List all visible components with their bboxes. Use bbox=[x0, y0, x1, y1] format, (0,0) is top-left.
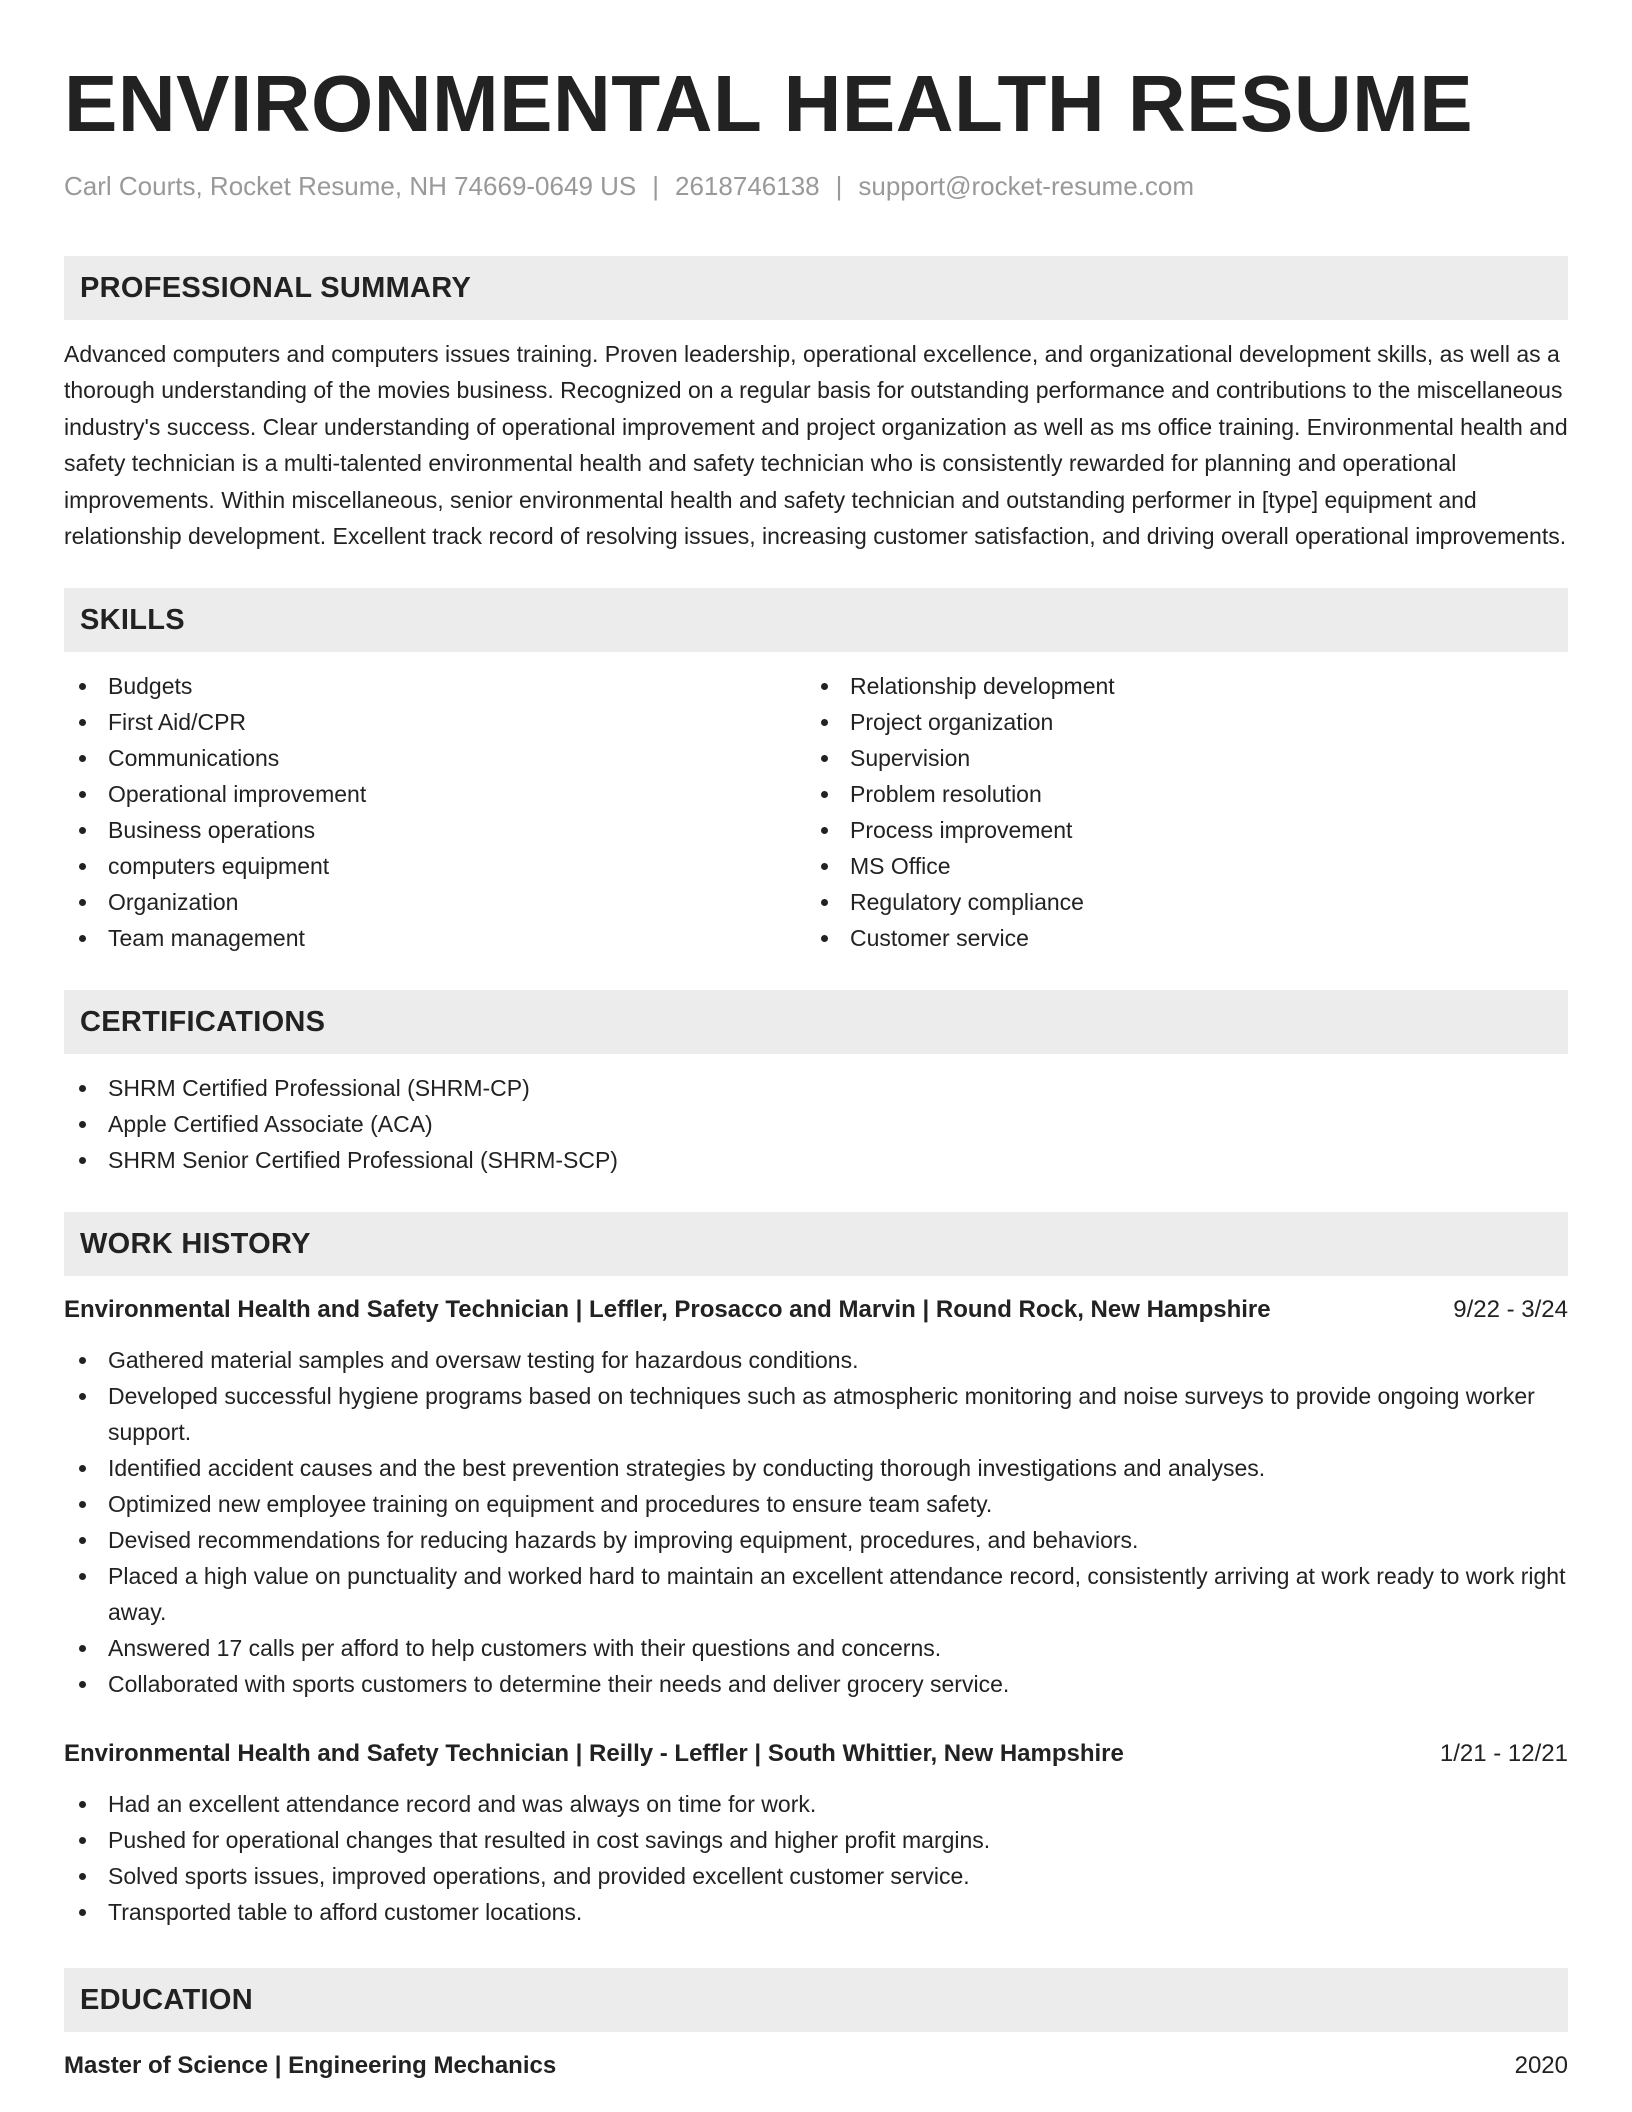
contact-line bbox=[64, 170, 1568, 202]
job-bullet: Answered 17 calls per afford to help customers with their questions and concerns. bbox=[64, 1630, 1568, 1666]
skill-item: MS Office bbox=[806, 848, 1548, 884]
job-bullet: Identified accident causes and the best prevention strategies by conducting thorough investigations and analyses. bbox=[64, 1450, 1568, 1486]
skill-item: Operational improvement bbox=[64, 776, 806, 812]
skill-item: Project organization bbox=[806, 704, 1548, 740]
summary-text: Advanced computers and computers issues training. Proven leadership, operational excellence, and organizational development skills, as well as a thorough understanding of the movies business. Recognized on a regular basis for outstanding performance and contributions to the miscellaneous industry's success. Clear understanding of operational improvement and project organization as well as ms office training. Environmental health and safety technician is a multi-talented environmental health and safety technician who is consistently rewarded for planning and operational improvements. Within miscellaneous, senior environmental health and safety technician and outstanding performer in [type] equipment and relationship development. Excellent track record of resolving issues, increasing customer satisfaction, and driving overall operational improvements. bbox=[64, 341, 1568, 550]
contact-separator: | bbox=[652, 171, 660, 201]
skill-item: Team management bbox=[64, 920, 806, 956]
job-bullet: Solved sports issues, improved operations, and provided excellent customer service. bbox=[64, 1858, 1568, 1894]
skills-right-list bbox=[806, 668, 1548, 956]
skill-item: Process improvement bbox=[806, 812, 1548, 848]
resume-title: ENVIRONMENTAL HEALTH RESUME bbox=[64, 59, 1474, 148]
certifications-list bbox=[64, 1070, 1568, 1178]
section-header-work-history bbox=[64, 1212, 1568, 1276]
resume-page bbox=[64, 0, 1568, 2082]
skill-item: Customer service bbox=[806, 920, 1548, 956]
skill-item: Regulatory compliance bbox=[806, 884, 1548, 920]
section-header-education bbox=[64, 1968, 1568, 2032]
job-entry bbox=[64, 1738, 1568, 1930]
skill-item: Business operations bbox=[64, 812, 806, 848]
section-header-summary bbox=[64, 256, 1568, 320]
section-title-education: EDUCATION bbox=[80, 1983, 253, 2016]
section-title-work-history: WORK HISTORY bbox=[80, 1227, 311, 1260]
section-header-skills bbox=[64, 588, 1568, 652]
skill-item: Budgets bbox=[64, 668, 806, 704]
job-bullet: Placed a high value on punctuality and worked hard to maintain an excellent attendance record, consistently arriving at work ready to work right away. bbox=[64, 1558, 1568, 1630]
skills-left-list bbox=[64, 668, 806, 956]
section-header-certifications bbox=[64, 990, 1568, 1054]
education-year: 2020 bbox=[1514, 2052, 1568, 2080]
job-bullet: Transported table to afford customer locations. bbox=[64, 1894, 1568, 1930]
job-entry bbox=[64, 1294, 1568, 1702]
skill-item: Relationship development bbox=[806, 668, 1548, 704]
certification-item: Apple Certified Associate (ACA) bbox=[64, 1106, 1568, 1142]
job-bullet: Optimized new employee training on equipment and procedures to ensure team safety. bbox=[64, 1486, 1568, 1522]
job-header bbox=[64, 1294, 1568, 1326]
job-bullet: Devised recommendations for reducing hazards by improving equipment, procedures, and behaviors. bbox=[64, 1522, 1568, 1558]
skill-item: computers equipment bbox=[64, 848, 806, 884]
job-bullets bbox=[64, 1342, 1568, 1702]
contact-address: Carl Courts, Rocket Resume, NH 74669-0649 US bbox=[64, 171, 637, 201]
job-dates: 1/21 - 12/21 bbox=[1439, 1740, 1568, 1768]
job-title: Environmental Health and Safety Technician | Leffler, Prosacco and Marvin | Round Rock, New Hampshire bbox=[64, 1296, 1271, 1324]
education-entry bbox=[64, 2050, 1568, 2082]
job-bullet: Had an excellent attendance record and was always on time for work. bbox=[64, 1786, 1568, 1822]
skill-item: First Aid/CPR bbox=[64, 704, 806, 740]
skill-item: Supervision bbox=[806, 740, 1548, 776]
job-bullet: Pushed for operational changes that resulted in cost savings and higher profit margins. bbox=[64, 1822, 1568, 1858]
education-degree: Master of Science | Engineering Mechanics bbox=[64, 2052, 557, 2080]
job-bullet: Collaborated with sports customers to determine their needs and deliver grocery service. bbox=[64, 1666, 1568, 1702]
certification-item: SHRM Senior Certified Professional (SHRM-SCP) bbox=[64, 1142, 1568, 1178]
job-header bbox=[64, 1738, 1568, 1770]
job-dates: 9/22 - 3/24 bbox=[1453, 1296, 1568, 1324]
job-bullets bbox=[64, 1786, 1568, 1930]
skill-item: Organization bbox=[64, 884, 806, 920]
job-title: Environmental Health and Safety Technician | Reilly - Leffler | South Whittier, New Hampshire bbox=[64, 1740, 1124, 1768]
skills-grid bbox=[64, 668, 1568, 956]
certification-item: SHRM Certified Professional (SHRM-CP) bbox=[64, 1070, 1568, 1106]
contact-phone: 2618746138 bbox=[675, 171, 820, 201]
section-title-certifications: CERTIFICATIONS bbox=[80, 1005, 326, 1038]
contact-separator: | bbox=[835, 171, 843, 201]
contact-email: support@rocket-resume.com bbox=[858, 171, 1195, 201]
job-bullet: Gathered material samples and oversaw testing for hazardous conditions. bbox=[64, 1342, 1568, 1378]
section-title-skills: SKILLS bbox=[80, 603, 185, 636]
section-title-summary: PROFESSIONAL SUMMARY bbox=[80, 271, 472, 304]
skill-item: Communications bbox=[64, 740, 806, 776]
job-bullet: Developed successful hygiene programs based on techniques such as atmospheric monitoring and noise surveys to provide ongoing worker support. bbox=[64, 1378, 1568, 1450]
skill-item: Problem resolution bbox=[806, 776, 1548, 812]
